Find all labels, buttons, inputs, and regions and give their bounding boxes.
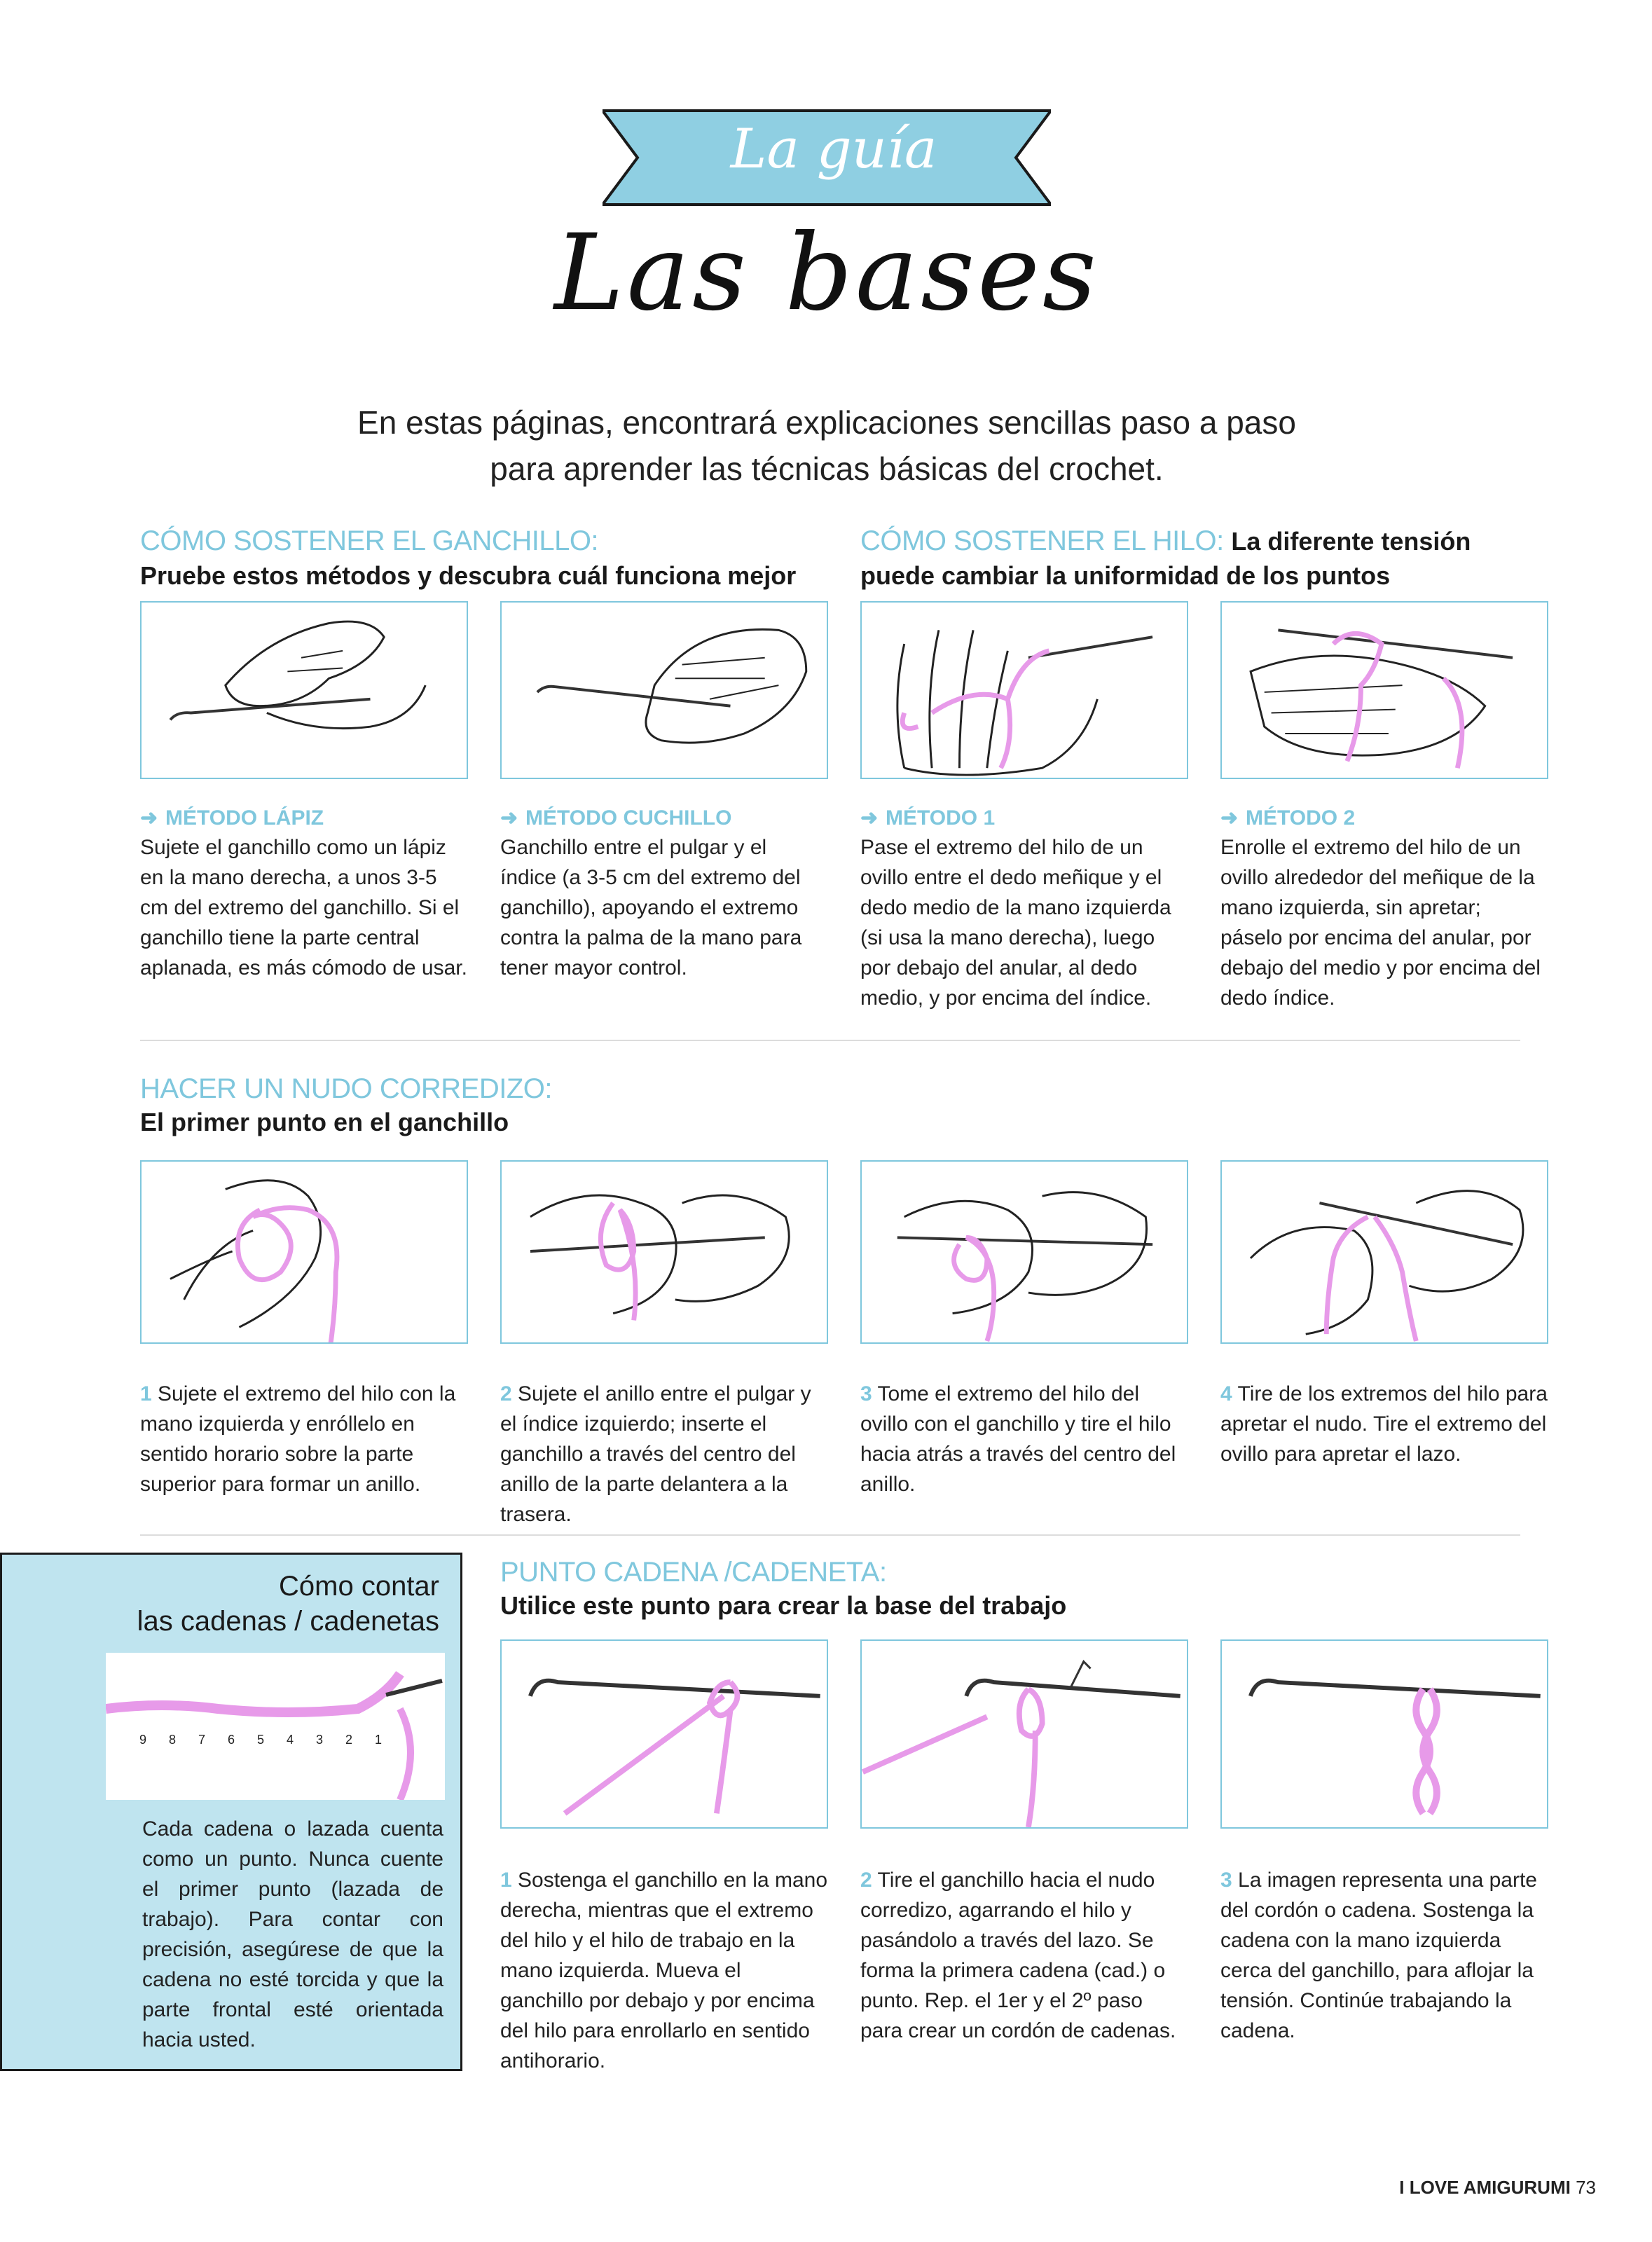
pencil-method-block xyxy=(140,804,468,983)
figure-knot-step-2 xyxy=(500,1160,828,1344)
step-text: Sostenga el ganchillo en la mano derecha, mientras que el extremo del hilo y el hilo de trabajo en la mano izquierda. Mueva el ganchillo por debajo y por encima del hilo para enrollarlo en sentido antihorario. xyxy=(500,1869,828,2072)
method-description: Ganchillo entre el pulgar y el índice (a 3-5 cm del extremo del ganchillo), apoyando el extremo contra la palma de la mano para tener mayor control. xyxy=(500,836,802,979)
step-number: 1 xyxy=(140,1382,152,1405)
method-label xyxy=(500,804,828,832)
knot-section-title: HACER UN NUDO CORREDIZO: xyxy=(140,1073,553,1104)
chain-section-subtitle: Utilice este punto para crear la base del trabajo xyxy=(500,1591,1067,1620)
page-number: 73 xyxy=(1576,2177,1596,2198)
chain-count-sidebar xyxy=(0,1553,462,2071)
method-label xyxy=(140,804,468,832)
step-number: 1 xyxy=(500,1869,512,1892)
step-text: Sujete el anillo entre el pulgar y el índice izquierdo; inserte el ganchillo a través del centro del anillo de la parte delantera a la trasera. xyxy=(500,1382,811,1526)
sidebar-title-line-2: las cadenas / cadenetas xyxy=(137,1606,439,1637)
chain-number-label: 5 xyxy=(257,1733,265,1747)
chain-number-label: 7 xyxy=(198,1733,206,1747)
step-number: 3 xyxy=(860,1382,872,1405)
chain-number-label: 9 xyxy=(139,1733,147,1747)
step-text: Tire el ganchillo hacia el nudo corredizo, agarrando el hilo y pasándolo a través del lazo. Se forma la primera cadena (cad.) o punto. Rep. el 1er y el 2º paso para crear un cordón de cadenas. xyxy=(860,1869,1176,2042)
divider xyxy=(140,1534,1520,1536)
arrow-right-icon: ➜ xyxy=(500,806,518,830)
banner-text: La guía xyxy=(730,118,937,181)
chain-number-label: 8 xyxy=(169,1733,177,1747)
method-label xyxy=(860,804,1188,832)
method-description: Sujete el ganchillo como un lápiz en la mano derecha, a unos 3-5 cm del extremo del ganchillo. Si el ganchillo tiene la parte central aplanada, es más cómodo de usar. xyxy=(140,836,467,979)
intro-text xyxy=(210,399,1443,492)
figure-yarn-method-2 xyxy=(1220,601,1548,779)
method-label-text: MÉTODO 1 xyxy=(886,806,996,830)
hook-section-title: CÓMO SOSTENER EL GANCHILLO: xyxy=(140,525,599,556)
figure-chain-step-1 xyxy=(500,1639,828,1829)
knot-step-3-text xyxy=(860,1379,1188,1499)
step-number: 4 xyxy=(1220,1382,1232,1405)
page-title: Las bases xyxy=(554,212,1099,334)
sidebar-title xyxy=(137,1569,439,1639)
sidebar-text: Cada cadena o lazada cuenta como un punto. Nunca cuente el primer punto (lazada de trabajo). Para contar con precisión, asegúrese de que la cadena no esté torcida y que la parte frontal esté orientada hacia usted. xyxy=(142,1817,443,2051)
chain-number-label: 4 xyxy=(287,1733,294,1747)
figure-knot-step-4 xyxy=(1220,1160,1548,1344)
step-text: La imagen representa una parte del cordón o cadena. Sostenga la cadena con la mano izquierda cerca del ganchillo, para aflojar la tensión. Continúe trabajando la cadena. xyxy=(1220,1869,1537,2042)
chain-step-1-text xyxy=(500,1865,828,2076)
yarn-section-title-text: CÓMO SOSTENER EL HILO: xyxy=(860,525,1224,556)
chain-step-3-text xyxy=(1220,1865,1548,2046)
chain-count-figure xyxy=(106,1653,445,1800)
step-number: 2 xyxy=(500,1382,512,1405)
yarn-section-subtitle-inline: La diferente tensión xyxy=(1231,527,1471,556)
page-footer xyxy=(1399,2173,1596,2201)
knot-step-1-text xyxy=(140,1379,468,1499)
arrow-right-icon: ➜ xyxy=(140,806,158,830)
knot-step-2-text xyxy=(500,1379,828,1529)
figure-pencil-method xyxy=(140,601,468,779)
figure-knife-method xyxy=(500,601,828,779)
sidebar-title-line-1: Cómo contar xyxy=(279,1571,439,1602)
chain-number-label: 6 xyxy=(228,1733,235,1747)
intro-line-2: para aprender las técnicas básicas del crochet. xyxy=(490,451,1164,487)
method-label-text: MÉTODO LÁPIZ xyxy=(165,806,324,830)
footer-brand: I LOVE AMIGURUMI xyxy=(1399,2177,1571,2198)
hook-section-subtitle: Pruebe estos métodos y descubra cuál funciona mejor xyxy=(140,561,797,590)
step-number: 2 xyxy=(860,1869,872,1892)
knot-step-4-text xyxy=(1220,1379,1548,1469)
step-text: Tire de los extremos del hilo para apretar el nudo. Tire el extremo del ovillo para apretar el lazo. xyxy=(1220,1382,1548,1466)
method-description: Enrolle el extremo del hilo de un ovillo alrededor del meñique de la mano izquierda, sin apretar; páselo por encima del anular, por debajo del medio y por encima del dedo índice. xyxy=(1220,836,1541,1010)
yarn-section-subtitle: puede cambiar la uniformidad de los puntos xyxy=(860,561,1391,590)
intro-line-1: En estas páginas, encontrará explicaciones sencillas paso a paso xyxy=(357,404,1296,441)
knot-section-subtitle: El primer punto en el ganchillo xyxy=(140,1108,509,1136)
figure-knot-step-3 xyxy=(860,1160,1188,1344)
chain-number-label: 2 xyxy=(345,1733,353,1747)
chain-step-2-text xyxy=(860,1865,1188,2046)
figure-yarn-method-1 xyxy=(860,601,1188,779)
method-label-text: MÉTODO 2 xyxy=(1246,806,1356,830)
step-text: Tome el extremo del hilo del ovillo con el ganchillo y tire el hilo hacia atrás a través del centro del anillo. xyxy=(860,1382,1176,1496)
arrow-right-icon: ➜ xyxy=(1220,806,1239,830)
method-label xyxy=(1220,804,1548,832)
chain-number-label: 3 xyxy=(316,1733,324,1747)
yarn-method-2-block xyxy=(1220,804,1548,1013)
yarn-section-title xyxy=(860,524,1471,558)
arrow-right-icon: ➜ xyxy=(860,806,879,830)
knife-method-block xyxy=(500,804,828,983)
chain-number-label: 1 xyxy=(375,1733,383,1747)
figure-chain-step-2 xyxy=(860,1639,1188,1829)
yarn-method-1-block xyxy=(860,804,1188,1013)
chain-section-title: PUNTO CADENA /CADENETA: xyxy=(500,1557,887,1588)
step-text: Sujete el extremo del hilo con la mano izquierda y enróllelo en sentido horario sobre la parte superior para formar un anillo. xyxy=(140,1382,456,1496)
method-description: Pase el extremo del hilo de un ovillo entre el dedo meñique y el dedo medio de la mano izquierda (si usa la mano derecha), luego por debajo del anular, al dedo medio, y por encima del índice. xyxy=(860,836,1171,1010)
step-number: 3 xyxy=(1220,1869,1232,1892)
divider xyxy=(140,1040,1520,1041)
method-label-text: MÉTODO CUCHILLO xyxy=(525,806,732,830)
figure-chain-step-3 xyxy=(1220,1639,1548,1829)
figure-knot-step-1 xyxy=(140,1160,468,1344)
